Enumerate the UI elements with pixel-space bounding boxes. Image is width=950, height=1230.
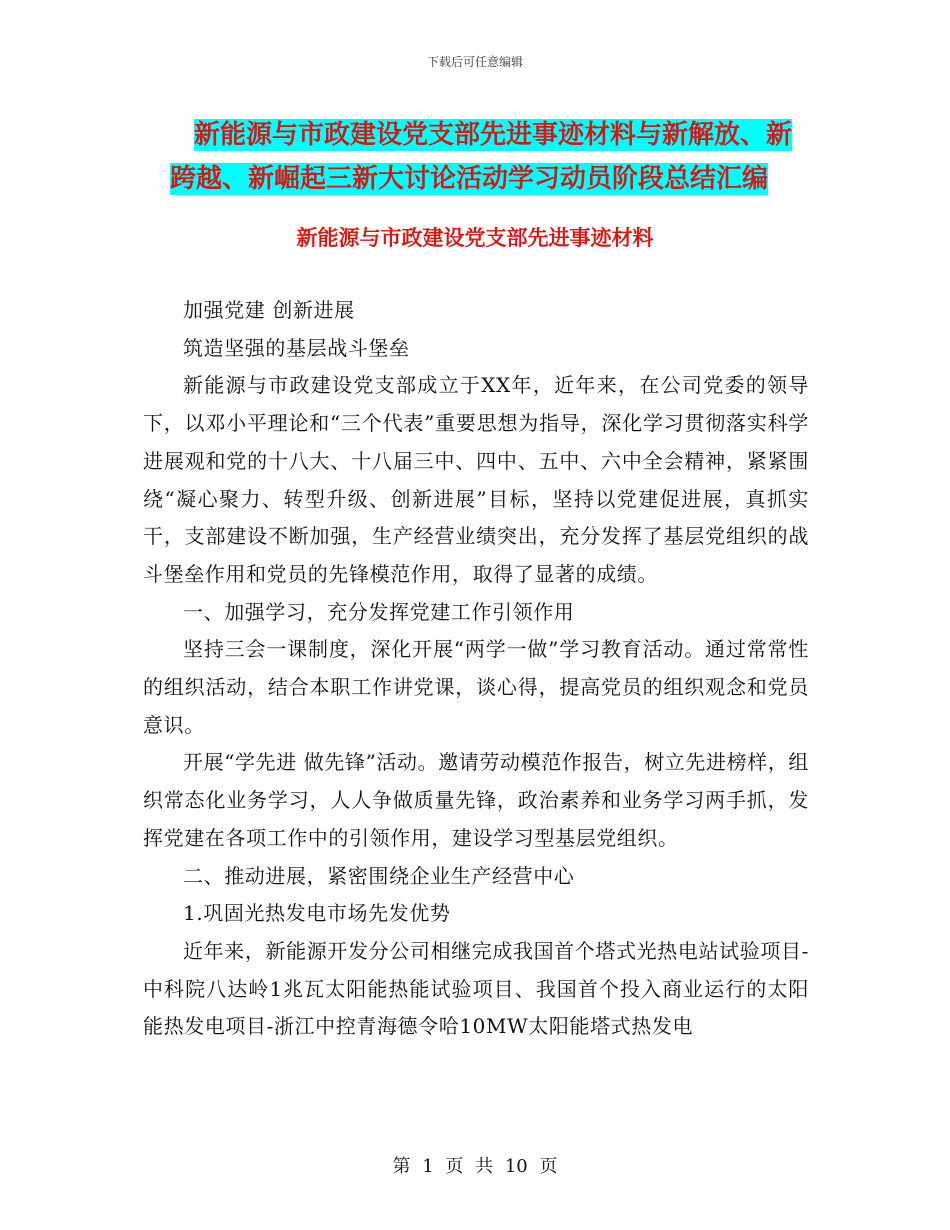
paragraph: 1.巩固光热发电市场先发优势 xyxy=(183,901,451,926)
paragraph: 近年来，新能源开发分公司相继完成我国首个塔式光热电站试验项目-中科院八达岭1兆瓦太阳能热能试验项目、我国首个投入商业运行的太阳能热发电项目-浙江中控青海德令哈10MW太阳能塔式热发电 xyxy=(143,938,809,1039)
header-note: 下载后可任意编辑 xyxy=(426,55,523,69)
paragraph: 新能源与市政建设党支部成立于XX年，近年来，在公司党委的领导下，以邓小平理论和“三个代表”重要思想为指导，深化学习贯彻落实科学进展观和党的十八大、十八届三中、四中、五中、六中全会精神，紧紧围绕“凝心聚力、转型升级、创新进展”目标，坚持以党建促进展，真抓实干，支部建设不断加强，生产经营业绩突出，充分发挥了基层党组织的战斗堡垒作用和党员的先锋模范作用，取得了显著的成绩。 xyxy=(143,373,809,586)
paragraph: 二、推动进展，紧密围绕企业生产经营中心 xyxy=(183,863,575,888)
paragraph: 坚持三会一课制度，深化开展“两学一做”学习教育活动。通过常常性的组织活动，结合本职工作讲党课，谈心得，提高党员的组织观念和党员意识。 xyxy=(143,637,809,737)
body-text xyxy=(143,292,809,1046)
paragraph: 加强党建 创新进展 xyxy=(183,298,355,322)
paragraph: 开展“学先进 做先锋”活动。邀请劳动模范作报告，树立先进榜样，组织常态化业务学习，人人争做质量先锋，政治素养和业务学习两手抓，发挥党建在各项工作中的引领作用，建设学习型基层党组织。 xyxy=(143,750,810,850)
paragraph: 筑造坚强的基层战斗堡垒 xyxy=(183,335,410,360)
section-title: 新能源与市政建设党支部先进事迹材料 xyxy=(296,226,654,250)
document-title xyxy=(170,113,820,201)
title-line-1: 新能源与市政建设党支部先进事迹材料与新解放、新 xyxy=(194,120,793,150)
paragraph: 一、加强学习，充分发挥党建工作引领作用 xyxy=(183,599,575,624)
page-footer: 第 1 页 共 10 页 xyxy=(392,1156,558,1177)
title-line-2: 跨越、新崛起三新大讨论活动学习动员阶段总结汇编 xyxy=(170,164,769,194)
